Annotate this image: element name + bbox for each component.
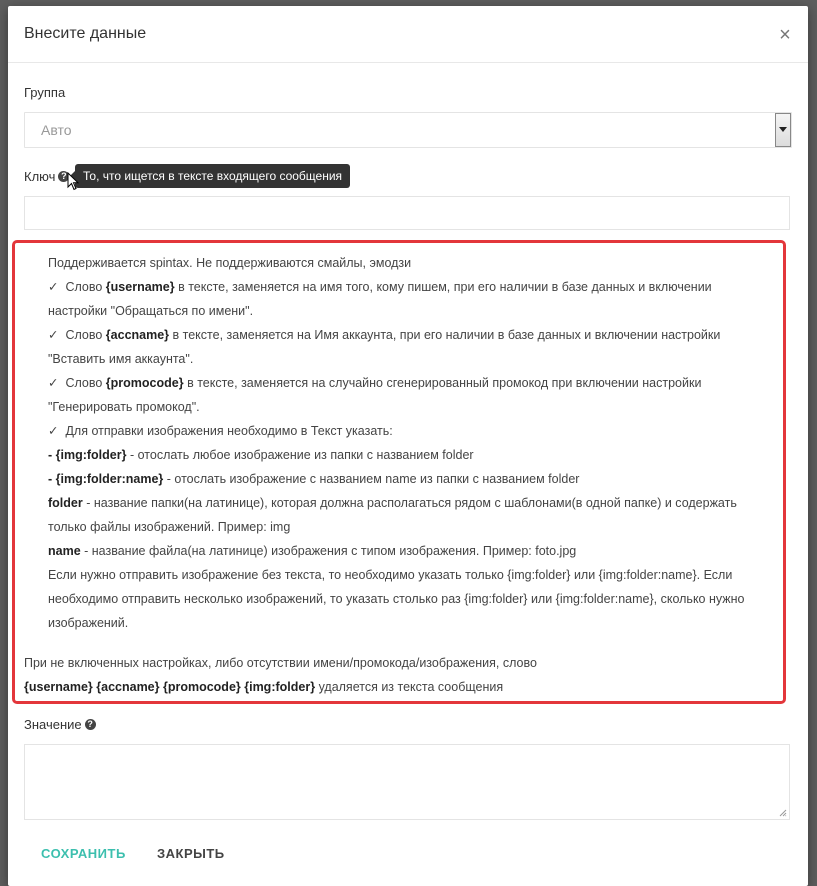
info-line: name - название файла(на латинице) изображения с типом изображения. Пример: foto.jpg xyxy=(48,544,577,558)
value-label-row xyxy=(24,717,96,732)
check-icon: ✓ xyxy=(48,280,59,294)
info-footer-line: При не включенных настройках, либо отсутствии имени/промокода/изображения, слово xyxy=(24,656,537,670)
group-label: Группа xyxy=(24,85,66,100)
info-line: ✓ Для отправки изображения необходимо в Текст указать: xyxy=(48,424,393,438)
resize-handle-icon[interactable] xyxy=(779,809,787,817)
dialog xyxy=(8,6,808,886)
check-icon: ✓ xyxy=(48,424,59,438)
info-text xyxy=(48,251,768,635)
dialog-header xyxy=(8,6,808,63)
dialog-title: Внесите данные xyxy=(24,25,147,42)
group-select-value: Авто xyxy=(41,122,72,138)
key-input[interactable] xyxy=(24,196,790,230)
info-line: - {img:folder} - отослать любое изображение из папки с названием folder xyxy=(48,448,474,462)
info-line: - {img:folder:name} - отослать изображение с названием name из папки с названием folder xyxy=(48,472,580,486)
close-icon[interactable]: × xyxy=(779,24,791,46)
save-button[interactable]: СОХРАНИТЬ xyxy=(41,846,126,861)
help-icon[interactable]: ? xyxy=(58,171,69,182)
info-line: ✓ Слово {accname} в тексте, заменяется на Имя аккаунта, при его наличии в базе данных и включении настройки "Вставить имя аккаунта". xyxy=(48,328,721,366)
value-textarea[interactable] xyxy=(24,744,790,820)
info-footer xyxy=(24,651,774,699)
info-line: Если нужно отправить изображение без текста, то необходимо указать только {img:folder} или {img:folder:name}. Если необходимо отправить несколько изображений, то указать столько раз {img:folder} или {img:folder:name}, сколько нужно изображений. xyxy=(48,568,745,630)
group-select[interactable] xyxy=(24,112,792,148)
info-line: Поддерживается spintax. Не поддерживаются смайлы, эмодзи xyxy=(48,256,412,270)
key-label: Ключ xyxy=(24,169,56,184)
key-tooltip: То, что ищется в тексте входящего сообщения xyxy=(75,164,350,188)
value-label: Значение xyxy=(24,717,82,732)
help-icon[interactable]: ? xyxy=(85,719,96,730)
info-box xyxy=(12,240,786,704)
info-line: ✓ Слово {promocode} в тексте, заменяется на случайно сгенерированный промокод при включении настройки "Генерировать промокод". xyxy=(48,376,702,414)
info-footer-tags-line: {username} {accname} {promocode} {img:folder} удаляется из текста сообщения xyxy=(24,680,504,694)
key-label-row xyxy=(24,169,69,184)
check-icon: ✓ xyxy=(48,376,59,390)
info-line: folder - название папки(на латинице), которая должна располагаться рядом с шаблонами(в одной папке) и содержать только файлы изображений. Пример: img xyxy=(48,496,737,534)
chevron-down-icon[interactable] xyxy=(775,113,791,147)
check-icon: ✓ xyxy=(48,328,59,342)
info-line: ✓ Слово {username} в тексте, заменяется на имя того, кому пишем, при его наличии в базе данных и включении настройки "Обращаться по имени". xyxy=(48,280,712,318)
close-button[interactable]: ЗАКРЫТЬ xyxy=(157,846,225,861)
mouse-cursor-icon xyxy=(67,172,79,191)
